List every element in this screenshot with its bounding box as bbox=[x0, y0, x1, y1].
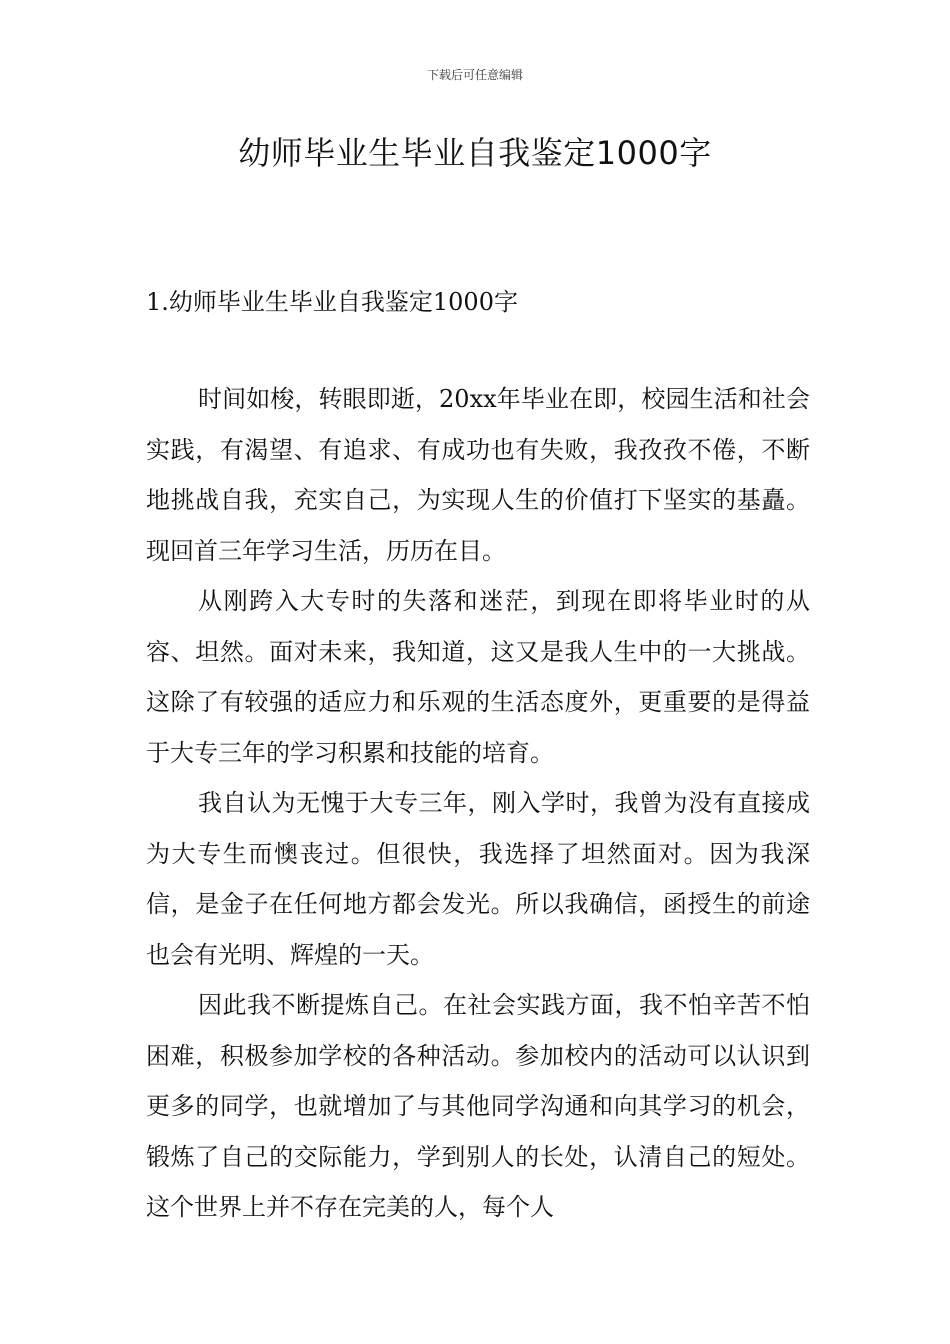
body-paragraph: 因此我不断提炼自己。在社会实践方面，我不怕辛苦不怕困难，积极参加学校的各种活动。参加校内的活动可以认识到更多的同学，也就增加了与其他同学沟通和向其学习的机会，锻炼了自己的交际能力，学到别人的长处，认清自己的短处。这个世界上并不存在完美的人，每个人 bbox=[146, 991, 810, 1221]
header-note: 下载后可任意编辑 bbox=[426, 68, 523, 82]
section-heading: 1.幼师毕业生毕业自我鉴定1000字 bbox=[146, 288, 518, 316]
body-paragraph: 时间如梭，转眼即逝，20xx年毕业在即，校园生活和社会实践，有渴望、有追求、有成功也有失败，我孜孜不倦，不断地挑战自我，充实自己，为实现人生的价值打下坚实的基矗。现回首三年学习生活，历历在目。 bbox=[146, 385, 810, 565]
document-body bbox=[146, 374, 810, 1233]
body-paragraph: 从刚跨入大专时的失落和迷茫，到现在即将毕业时的从容、坦然。面对未来，我知道，这又是我人生中的一大挑战。这除了有较强的适应力和乐观的生活态度外，更重要的是得益于大专三年的学习积累和技能的培育。 bbox=[146, 587, 810, 767]
document-title: 幼师毕业生毕业自我鉴定1000字 bbox=[238, 134, 712, 172]
body-paragraph: 我自认为无愧于大专三年，刚入学时，我曾为没有直接成为大专生而懊丧过。但很快，我选择了坦然面对。因为我深信，是金子在任何地方都会发光。所以我确信，函授生的前途也会有光明、辉煌的一天。 bbox=[146, 789, 810, 969]
